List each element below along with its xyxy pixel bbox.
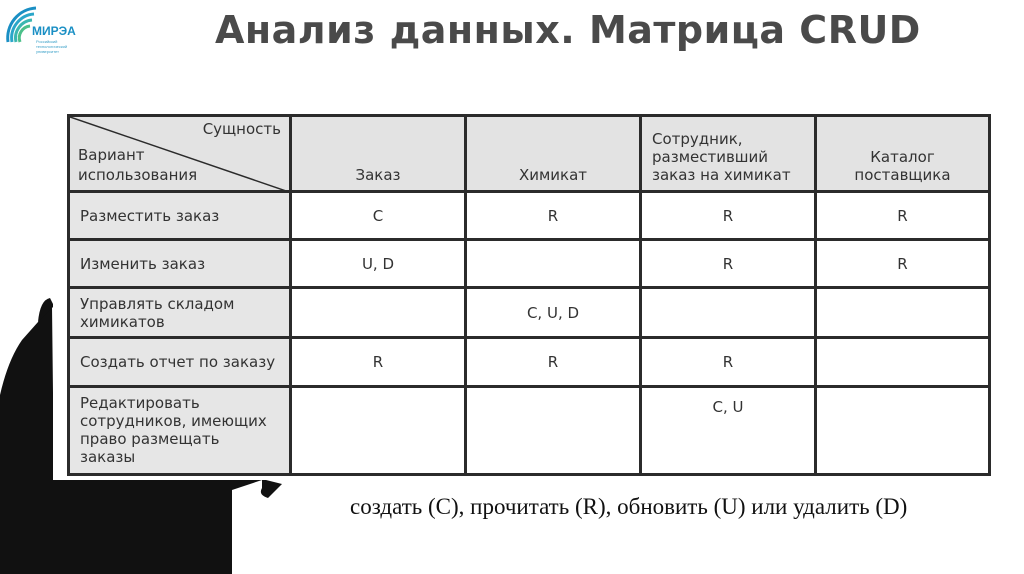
matrix-cell: U, D: [291, 240, 466, 288]
row-label: Редактировать сотрудников, имеющих право размещать заказы: [69, 386, 291, 474]
corner-entity-label: Сущность: [202, 120, 281, 138]
matrix-cell: R: [641, 338, 816, 386]
matrix-row: [69, 338, 990, 386]
matrix-cell: [291, 386, 466, 474]
row-label: Разместить заказ: [69, 192, 291, 240]
column-header: Каталог поставщика: [816, 116, 990, 192]
logo-subtitle: Российский технологический университет: [36, 39, 68, 54]
slide-title: Анализ данных. Матрица CRUD: [215, 8, 921, 52]
matrix-row: [69, 240, 990, 288]
matrix-cell: [466, 386, 641, 474]
matrix-header-row: [69, 116, 990, 192]
column-header: Заказ: [291, 116, 466, 192]
crud-legend: создать (C), прочитать (R), обновить (U) или удалить (D): [350, 494, 908, 519]
column-header: Химикат: [466, 116, 641, 192]
matrix-cell: R: [816, 240, 990, 288]
matrix-cell: [816, 338, 990, 386]
matrix-row: [69, 288, 990, 338]
corner-variant-label: Вариант использования: [78, 146, 198, 184]
matrix-cell: R: [466, 338, 641, 386]
matrix-cell: [816, 386, 990, 474]
matrix-cell: [641, 288, 816, 338]
crud-matrix-panel: [53, 108, 1003, 480]
row-label: Изменить заказ: [69, 240, 291, 288]
logo-name: МИРЭА: [32, 24, 76, 38]
matrix-row: [69, 192, 990, 240]
matrix-cell: R: [641, 192, 816, 240]
matrix-row: [69, 386, 990, 474]
column-header: Сотрудник, разместивший заказ на химикат: [641, 116, 816, 192]
matrix-cell: C: [291, 192, 466, 240]
matrix-cell: R: [641, 240, 816, 288]
matrix-corner-cell: [69, 116, 291, 192]
matrix-cell: [291, 288, 466, 338]
matrix-cell: R: [291, 338, 466, 386]
row-label: Создать отчет по заказу: [69, 338, 291, 386]
crud-matrix: [67, 114, 991, 476]
matrix-cell: C, U: [641, 386, 816, 474]
matrix-cell: [466, 240, 641, 288]
matrix-cell: C, U, D: [466, 288, 641, 338]
row-label: Управлять складом химикатов: [69, 288, 291, 338]
matrix-cell: R: [816, 192, 990, 240]
matrix-cell: [816, 288, 990, 338]
matrix-cell: R: [466, 192, 641, 240]
